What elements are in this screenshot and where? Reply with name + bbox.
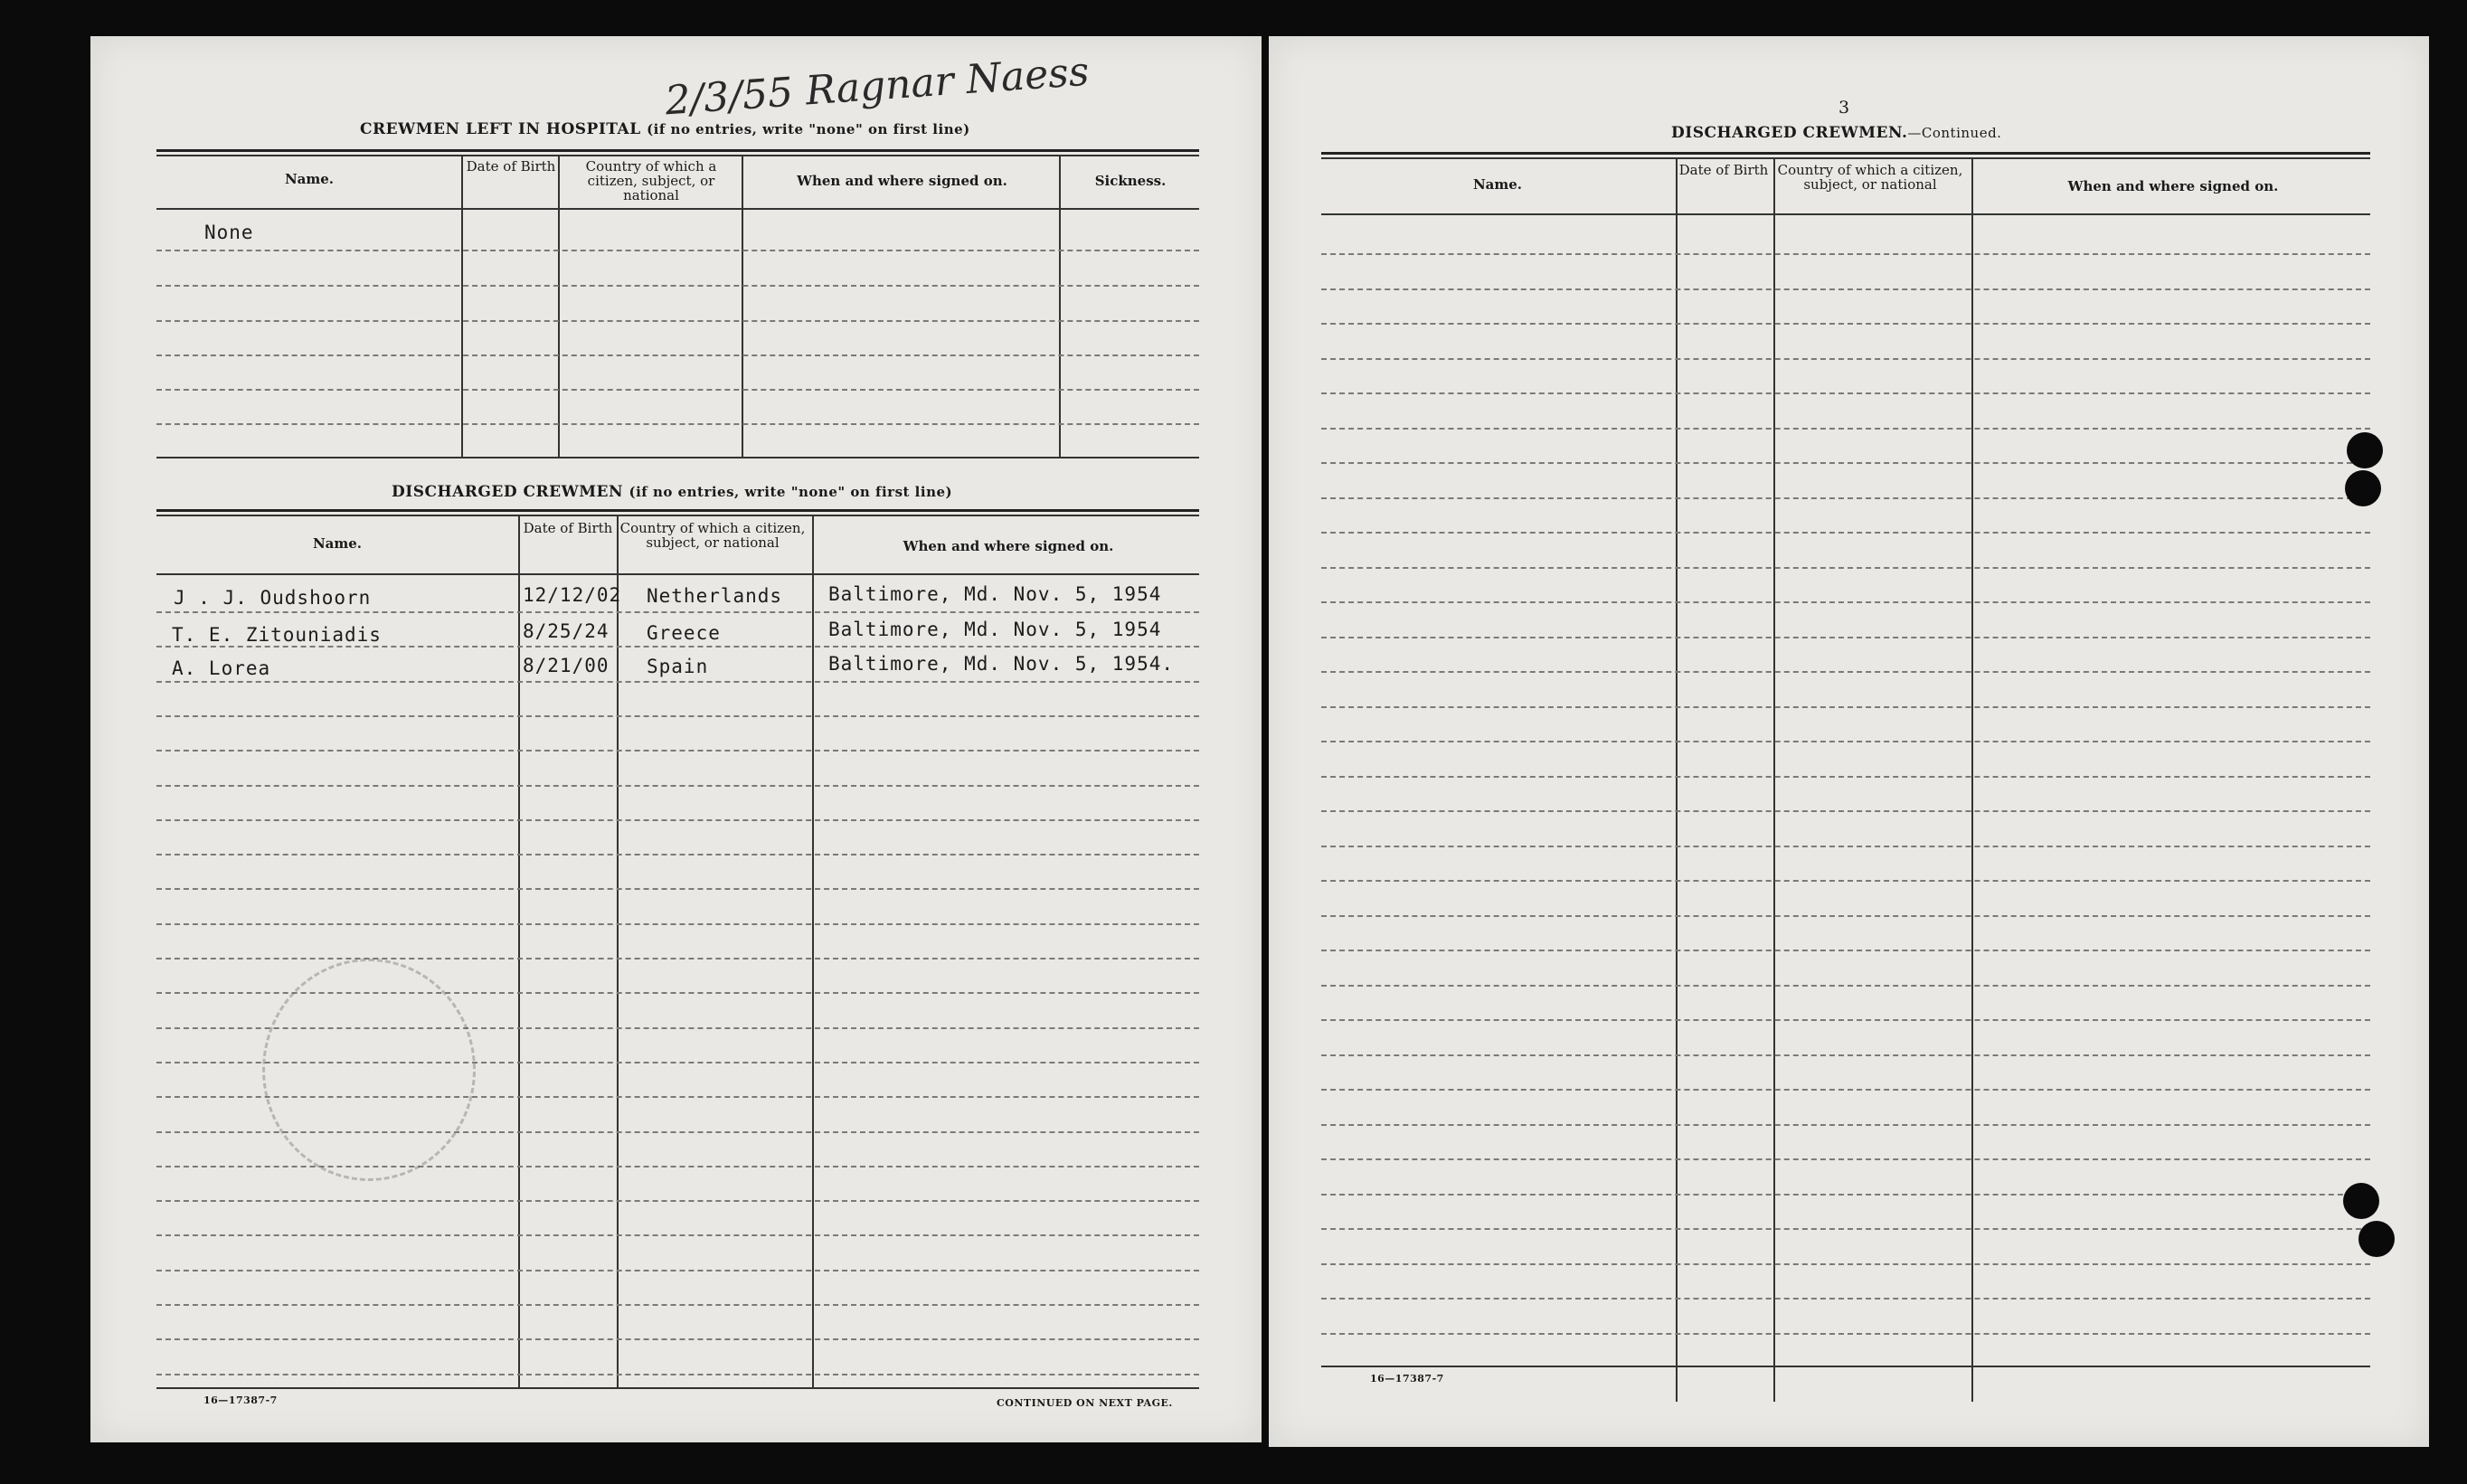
right-bottom-rule — [1321, 1366, 2370, 1367]
row-line — [1321, 358, 2370, 360]
hospital-row-line — [156, 285, 1199, 287]
right-top-rule-2 — [1321, 157, 2370, 159]
row-line — [156, 681, 1199, 683]
row-line — [156, 715, 1199, 717]
hospital-col-dob-header: Date of Birth — [466, 158, 556, 175]
right-top-rule — [1321, 152, 2370, 155]
row-line — [1321, 1019, 2370, 1021]
hospital-bottom-rule — [156, 457, 1199, 458]
row-line — [156, 1234, 1199, 1236]
row-line — [1321, 741, 2370, 742]
row-line — [1321, 323, 2370, 325]
row-line — [1321, 846, 2370, 847]
punch-hole — [2343, 1183, 2379, 1219]
row-line — [156, 1374, 1199, 1375]
row-line — [156, 1166, 1199, 1167]
handwritten-annotation: 2/3/55 Ragnar Naess — [663, 48, 1091, 125]
right-page — [1269, 36, 2429, 1447]
row-line — [156, 646, 1199, 647]
discharged-row-country: Netherlands — [647, 585, 783, 607]
discharged-row-signed: Baltimore, Md. Nov. 5, 1954 — [828, 583, 1162, 605]
discharged-row-dob: 12/12/02 — [523, 584, 622, 606]
hospital-title: CREWMEN LEFT IN HOSPITAL — [360, 120, 641, 138]
hospital-row-line — [156, 389, 1199, 391]
hospital-header-bottom-rule — [156, 208, 1199, 210]
right-col-name-header: Name. — [1472, 176, 1523, 193]
hospital-col-divider — [558, 155, 560, 458]
row-line — [1321, 1194, 2370, 1196]
discharged-title: DISCHARGED CREWMEN — [392, 483, 624, 501]
row-line — [1321, 567, 2370, 569]
row-line — [1321, 950, 2370, 951]
discharged-row-dob: 8/21/00 — [523, 655, 610, 676]
row-line — [156, 854, 1199, 855]
page-number: 3 — [1838, 98, 1850, 118]
row-line — [1321, 497, 2370, 499]
continued-note: CONTINUED ON NEXT PAGE. — [997, 1397, 1173, 1409]
hospital-col-divider — [1059, 155, 1061, 458]
discharged-row-signed: Baltimore, Md. Nov. 5, 1954. — [828, 653, 1175, 675]
row-line — [156, 1200, 1199, 1202]
row-line — [1321, 810, 2370, 812]
row-line — [1321, 253, 2370, 255]
row-line — [1321, 392, 2370, 394]
hospital-section-title — [360, 120, 970, 138]
row-line — [1321, 671, 2370, 673]
row-line — [1321, 637, 2370, 638]
row-line — [1321, 776, 2370, 778]
punch-hole — [2358, 1221, 2395, 1257]
hospital-row-line — [156, 423, 1199, 425]
hospital-top-rule — [156, 149, 1199, 152]
row-line — [1321, 985, 2370, 987]
hospital-col-divider — [742, 155, 743, 458]
discharged-title-note: (if no entries, write "none" on first line) — [629, 484, 953, 500]
discharged-row-name: A. Lorea — [172, 657, 271, 679]
row-line — [1321, 601, 2370, 603]
row-line — [156, 750, 1199, 751]
hospital-top-rule-2 — [156, 155, 1199, 156]
row-line — [156, 785, 1199, 787]
row-line — [156, 888, 1199, 890]
punch-hole — [2347, 432, 2383, 468]
discharged-col-name-header: Name. — [312, 535, 363, 552]
discharged-col-country-header: Country of which a citizen, subject, or national — [619, 520, 806, 551]
row-line — [156, 611, 1199, 613]
discharged-col-signed-header: When and where signed on. — [903, 538, 1114, 554]
row-line — [1321, 288, 2370, 290]
row-line — [156, 1338, 1199, 1340]
discharged-row-dob: 8/25/24 — [523, 620, 610, 642]
discharged-top-rule-2 — [156, 515, 1199, 516]
right-col-country-header: Country of which a citizen, subject, or national — [1777, 162, 1963, 193]
hospital-row-name: None — [204, 222, 254, 243]
form-number: 16—17387-7 — [203, 1394, 278, 1406]
row-line — [156, 1304, 1199, 1306]
faded-stamp — [262, 959, 476, 1181]
discharged-row-country: Spain — [647, 656, 709, 677]
hospital-col-sickness-header: Sickness. — [1094, 173, 1167, 189]
right-section-title — [1671, 124, 2001, 142]
discharged-bottom-rule — [156, 1387, 1199, 1389]
discharged-row-signed: Baltimore, Md. Nov. 5, 1954 — [828, 619, 1162, 640]
hospital-row-line — [156, 250, 1199, 251]
row-line — [156, 819, 1199, 821]
row-line — [1321, 1089, 2370, 1091]
row-line — [1321, 1158, 2370, 1160]
right-col-dob-header: Date of Birth — [1678, 162, 1769, 178]
discharged-col-dob-header: Date of Birth — [523, 520, 613, 536]
row-line — [1321, 532, 2370, 534]
row-line — [1321, 1228, 2370, 1230]
right-header-bottom-rule — [1321, 213, 2370, 215]
row-line — [1321, 462, 2370, 464]
right-title-suffix: —Continued. — [1907, 125, 2002, 141]
right-col-divider — [1773, 157, 1775, 1402]
right-col-divider — [1971, 157, 1973, 1402]
row-line — [156, 923, 1199, 925]
discharged-row-name: J . J. Oudshoorn — [174, 587, 372, 609]
right-col-divider — [1676, 157, 1678, 1402]
row-line — [156, 958, 1199, 959]
row-line — [1321, 1298, 2370, 1300]
row-line — [1321, 706, 2370, 708]
row-line — [1321, 1124, 2370, 1126]
right-form-number: 16—17387-7 — [1370, 1373, 1444, 1385]
punch-hole — [2345, 470, 2381, 506]
discharged-header-bottom-rule — [156, 573, 1199, 575]
discharged-section-title — [392, 483, 952, 501]
row-line — [1321, 1263, 2370, 1265]
row-line — [156, 1270, 1199, 1271]
row-line — [1321, 880, 2370, 882]
right-title: DISCHARGED CREWMEN. — [1671, 124, 1908, 142]
hospital-col-name-header: Name. — [284, 171, 335, 187]
row-line — [1321, 1054, 2370, 1056]
hospital-col-divider — [461, 155, 463, 458]
hospital-row-line — [156, 354, 1199, 356]
hospital-col-country-header: Country of which a citizen, subject, or national — [585, 158, 717, 203]
discharged-row-country: Greece — [647, 622, 721, 644]
row-line — [1321, 1333, 2370, 1335]
row-line — [1321, 915, 2370, 917]
hospital-row-line — [156, 320, 1199, 322]
discharged-top-rule — [156, 509, 1199, 512]
left-page — [90, 36, 1262, 1442]
hospital-title-note: (if no entries, write "none" on first line) — [647, 121, 970, 137]
discharged-row-name: T. E. Zitouniadis — [172, 624, 382, 646]
hospital-col-signed-header: When and where signed on. — [797, 173, 1007, 189]
row-line — [1321, 428, 2370, 430]
right-col-signed-header: When and where signed on. — [2067, 178, 2279, 194]
